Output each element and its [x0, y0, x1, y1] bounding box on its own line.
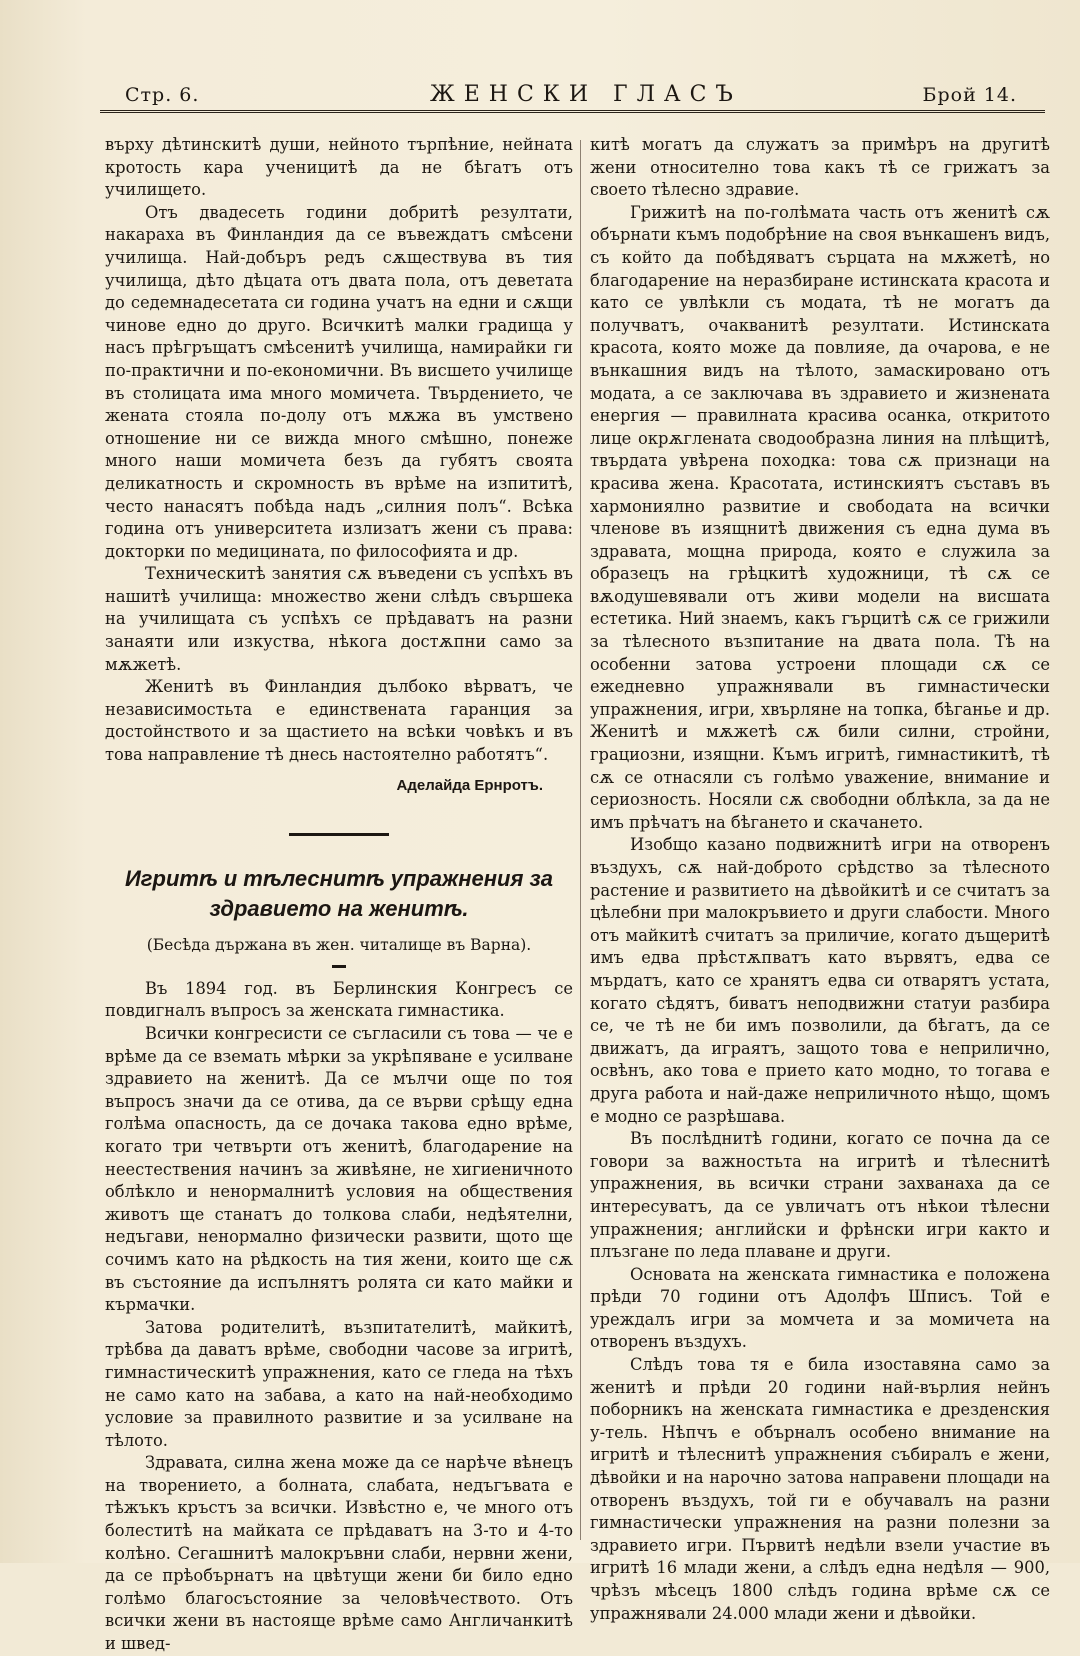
issue-number: Брой 14. [922, 84, 1017, 106]
author-signature: Аделайда Ернротъ. [396, 776, 543, 794]
right-column [590, 134, 1050, 1623]
paragraph: върху дѣтинскитѣ души, нейното търпѣние, нейната кротость кара ученицитѣ да не бѣгатъ отъ училището. [105, 135, 573, 200]
paragraph: Отъ двадесеть години добритѣ резултати, накараха въ Финландия да се въвеждатъ смѣсени училища. Най-добъръ редъ сѫществува въ тия училища, дѣто дѣцата отъ двата пола, отъ деветата до седемнадесетата си година учатъ на едни и сѫщи чинове едно до друго. Всичкитѣ малки градища у насъ прѣгръщатъ смѣсенитѣ училища, намирайки ги по-практични и по-економични. Въ висшето училище въ столицата има много момичета. Твърдението, че жената стояла по-долу отъ мѫжа въ умствено отношение ни се вижда много смѣшно, понеже много наши момичета безъ да губятъ своята деликатность и скромность въ врѣме на изпититѣ, често нанасятъ побѣда надъ „силния полъ“. Всѣка година отъ университета излизатъ жени съ права: докторки по медицината, по философията и др. [105, 202, 573, 561]
left-column [105, 134, 573, 1654]
page-header [100, 76, 1045, 113]
paragraph: Всички конгресисти се съгласили съ това — че е врѣме да се вземать мѣрки за укрѣпяване е усилване здравието на женитѣ. Да се мълчи още по тоя въпросъ значи да се отива, да се върви срѣщу една голѣма опасность, да се дочака такова едно врѣме, когато три четвърти отъ женитѣ, благодарение на неестествения начинъ за живѣяне, не хигиеничното облѣкло и ненормалнитѣ условия на обществения животъ ще станатъ до толкова слаби, недѣятелни, недъгави, ненормално физически развити, щото ще сочимъ като на рѣдкость на тия жени, които ще сѫ въ състояние да испълнятъ ролята си като майки и кърмачки. [105, 1024, 573, 1315]
paragraph: Слѣдъ това тя е била изоставяна само за женитѣ и прѣди 20 години най-върлия нейнъ поборникъ на женската гимнастика е дрезденския у-тель. Нѣпчъ е обърналъ особено внимание на игритѣ и тѣлеснитѣ упражнения събиралъ е жени, дѣвойки и на нарочно затова направени площади на отворенъ въздухъ, той ги е обучавалъ на разни гимнастически упражнения на разни полезни за здравието игри. Първитѣ недѣли взели участие въ игритѣ 16 млади жени, а слѣдъ една недѣля — 900, чрѣзъ мѣсецъ 1800 слѣдъ година врѣме сѫ се упражнявали 24.000 млади жени и дѣвойки. [590, 1355, 1050, 1623]
paragraph: Изобщо казано подвижнитѣ игри на отворенъ въздухъ, сѫ най-доброто срѣдство за тѣлесното растение и развитието на дѣвойкитѣ и се считатъ за цѣлебни при малокръвието и други слабости. Много отъ майкитѣ считатъ за приличие, когато дъщеритѣ имъ едва прѣстѫпватъ като вървятъ, едва се мърдатъ, като се хранятъ едва си отварятъ устата, когато сѣдятъ, биватъ неподвижни статуи разбира се, че тѣ не би имъ позволили, да бѣгатъ, да се движатъ, да играятъ, защото това е неприлично, освѣнъ, ако това е прието като модно, то тогава е друга работа и най-даже неприличното нѣщо, щомъ е модно се разрѣшава. [590, 835, 1050, 1126]
subtitle-rule [332, 965, 346, 968]
paragraph: Грижитѣ на по-голѣмата часть отъ женитѣ сѫ обърнати къмъ подобрѣние на своя вънкашенъ видъ, съ който да побѣдяватъ сърцата на мѫжетѣ, но благодарение на неразбиране истинската красота и като се увлѣкли съ модата, тѣ не могатъ да получватъ, очакванитѣ резултати. Истинската красота, която може да повлияе, да очарова, е не вънкашния видъ на тѣлото, замаскировано отъ модата, а се заключава въ здравието и жизнената енергия — правилната красива осанка, откритото лице окрѫглената сводообразна линия на плѣщитѣ, твърдата увѣрена походка: това сѫ признаци на красива жена. Красотата, истинскиятъ съставъ въ хармониялно развитие и свободата на всички членове въ изящнитѣ движения съ една дума въ здравата, мощна природа, която е служила за образецъ на грѣцкитѣ художници, тѣ сѫ се вѫодушевявали отъ живи модели на висшата естетика. Ний знаемъ, какъ гърцитѣ сѫ се грижили за тѣлесното възпитание на двата пола. Тѣ на особенни затова устроени площади сѫ се ежедневно упражнявали въ гимнастически упражнения, игри, хвърляне на топка, бѣганье и др. Женитѣ и мѫжетѣ сѫ били силни, стройни, грациозни, изящни. Къмъ игритѣ, гимнастикитѣ, тѣ сѫ се отнасяли съ голѣмо уважение, внимание и сериозность. Носяли сѫ свободни облѣкла, за да не имъ прѣчатъ на бѣгането и скачането. [590, 202, 1050, 832]
newspaper-title: ЖЕНСКИ ГЛАСЪ [430, 82, 742, 107]
paragraph: китѣ могатъ да служатъ за примѣръ на другитѣ жени относително това какъ тѣ се грижатъ за своето тѣлесно здравие. [590, 135, 1050, 200]
page-number: Стр. 6. [125, 84, 200, 106]
section-rule [289, 833, 389, 836]
paragraph: Въ 1894 год. въ Берлинския Конгресъ се повдигналъ въпросъ за женската гимнастика. [105, 978, 573, 1021]
paragraph: Основата на женската гимнастика е положена прѣди 70 години отъ Адолфъ Шписъ. Той е уреждалъ игри за момчета и за момичета на отворенъ въздухъ. [590, 1264, 1050, 1352]
article-title: Игритѣ и тѣлеснитѣ упражнения за здравието на женитѣ. [124, 866, 553, 922]
paragraph: Техническитѣ занятия сѫ въведени съ успѣхъ въ нашитѣ училища: множество жени слѣдъ свършека на училищата съ успѣхъ се прѣдаватъ на разни занаяти или изкуства, нѣкога достѫпни само за мѫжетѣ. [105, 564, 573, 674]
paragraph: Въ послѣднитѣ години, когато се почна да се говори за важностьта на игритѣ и тѣлеснитѣ упражнения, вь всички страни захванаха да се интересуватъ, да се увличатъ отъ нѣкои тѣлесни упражнения; английски и фрѣнски игри както и плъзгане по леда плаване и други. [590, 1129, 1050, 1262]
paragraph: Здравата, силна жена може да се нарѣче вѣнецъ на творението, а болната, слабата, недъгъвата е тѣжъкъ кръстъ за всички. Извѣстно е, че много отъ болеститѣ на майката се прѣдаватъ на 3-то и 4-то колѣно. Сегашнитѣ малокръвни слаби, нервни жени, да се прѣобърнатъ на цвѣтущи жени би било едно голѣмо благосъстояние за человѣчеството. Отъ всички жени въ настояще врѣме само Англичанкитѣ и швед- [105, 1453, 573, 1654]
column-divider [580, 140, 581, 1540]
article-subtitle: (Бесѣда държана въ жен. читалище въ Варна). [146, 936, 532, 955]
paragraph: Затова родителитѣ, възпитателитѣ, майкитѣ, трѣбва да даватъ врѣме, свободни часове за игритѣ, гимнастическитѣ упражнения, като се гледа на тѣхъ не само като на забава, а като на най-необходимо условие за правилното развитие и за усилване на тѣлото. [105, 1317, 573, 1450]
paragraph: Женитѣ въ Финландия дълбоко вѣрватъ, че независимостьта е единствената гаранция за достойнството и за щастието на всѣки човѣкъ и въ това направление тѣ днесь настоятелно работятъ“. [105, 677, 573, 765]
